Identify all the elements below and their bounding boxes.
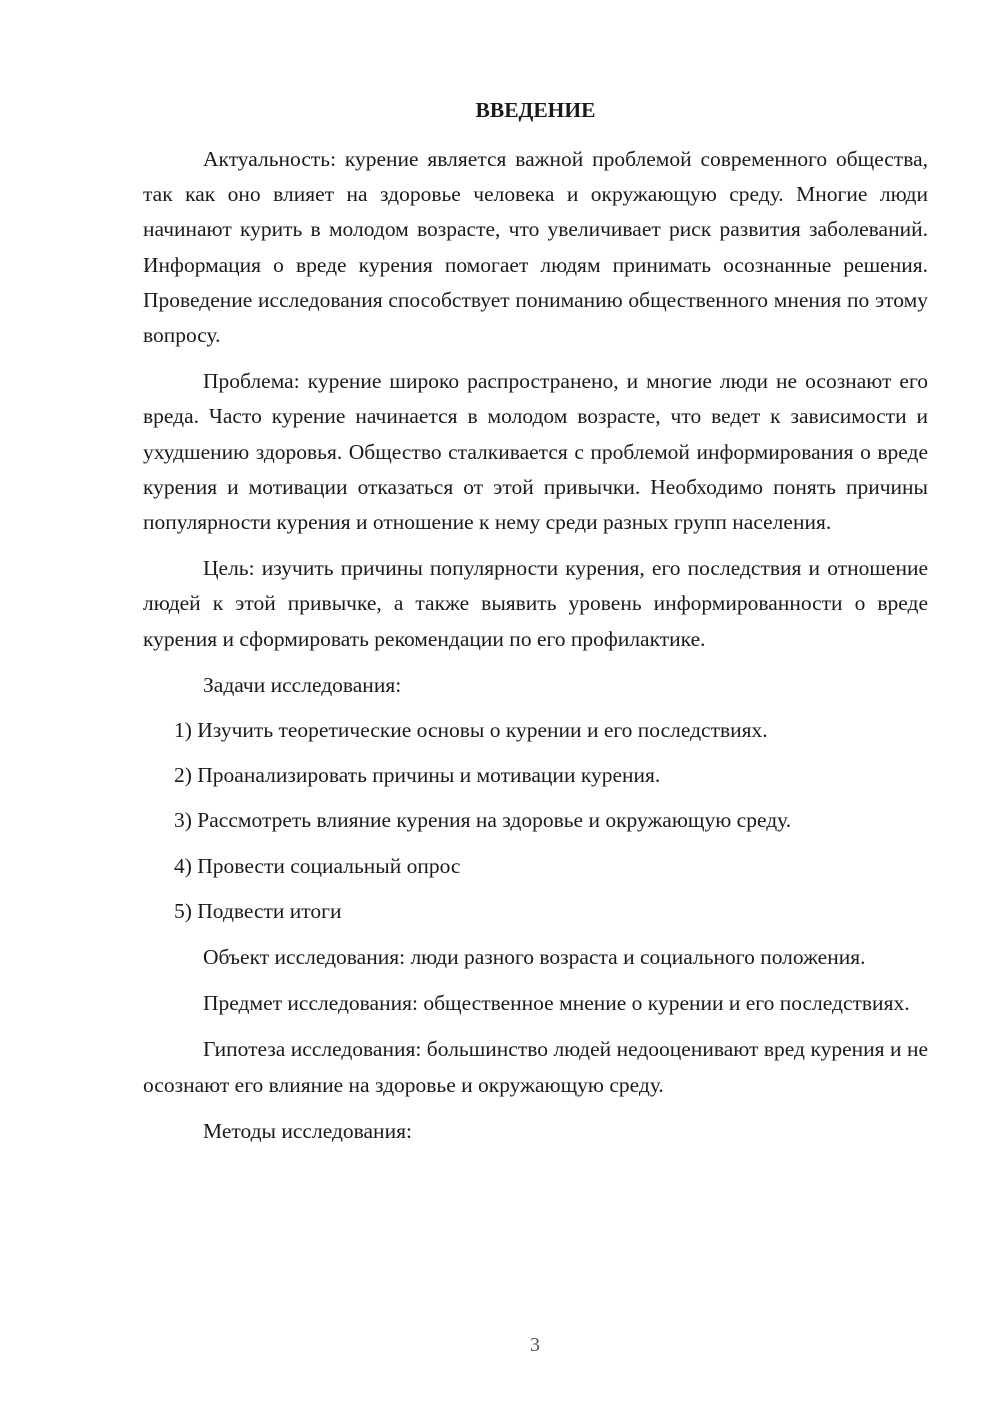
list-item: 1) Изучить теоретические основы о курении и его последствиях. xyxy=(174,718,768,743)
object-paragraph: Объект исследования: люди разного возраста и социального положения. xyxy=(203,945,866,970)
tasks-list xyxy=(143,713,928,929)
document-title: ВВЕДЕНИЕ xyxy=(475,98,596,122)
subject-paragraph: Предмет исследования: общественное мнение о курении и его последствиях. xyxy=(203,991,910,1016)
tasks-heading: Задачи исследования: xyxy=(203,672,402,697)
list-item: 5) Подвести итоги xyxy=(174,898,342,923)
methods-heading: Методы исследования: xyxy=(203,1118,412,1143)
page-number: 3 xyxy=(530,1334,540,1356)
hypothesis-paragraph: Гипотеза исследования: большинство людей недооценивают вред курения и не осознают его влияние на здоровье и окружающую среду. xyxy=(143,1037,928,1097)
goal-paragraph: Цель: изучить причины популярности курения, его последствия и отношение людей к этой привычке, а также выявить уровень информированности о вреде курения и сформировать рекомендации по его профилактике. xyxy=(143,556,928,651)
relevance-paragraph: Актуальность: курение является важной проблемой современного общества, так как оно влияет на здоровье человека и окружающую среду. Многие люди начинают курить в молодом возрасте, что увеличивает риск развития заболеваний. Информация о вреде курения помогает людям принимать осознанные решения. Проведение исследования способствует пониманию общественного мнения по этому вопросу. xyxy=(143,147,928,348)
list-item: 2) Проанализировать причины и мотивации курения. xyxy=(174,763,661,788)
document-page xyxy=(143,95,928,1149)
problem-paragraph: Проблема: курение широко распространено, и многие люди не осознают его вреда. Часто курение начинается в молодом возрасте, что ведет к зависимости и ухудшению здоровья. Общество сталкивается с проблемой информирования о вреде курения и мотивации отказаться от этой привычки. Необходимо понять причины популярности курения и отношение к нему среди разных групп населения. xyxy=(143,369,928,535)
list-item: 3) Рассмотреть влияние курения на здоровье и окружающую среду. xyxy=(174,808,792,833)
list-item: 4) Провести социальный опрос xyxy=(174,853,461,878)
